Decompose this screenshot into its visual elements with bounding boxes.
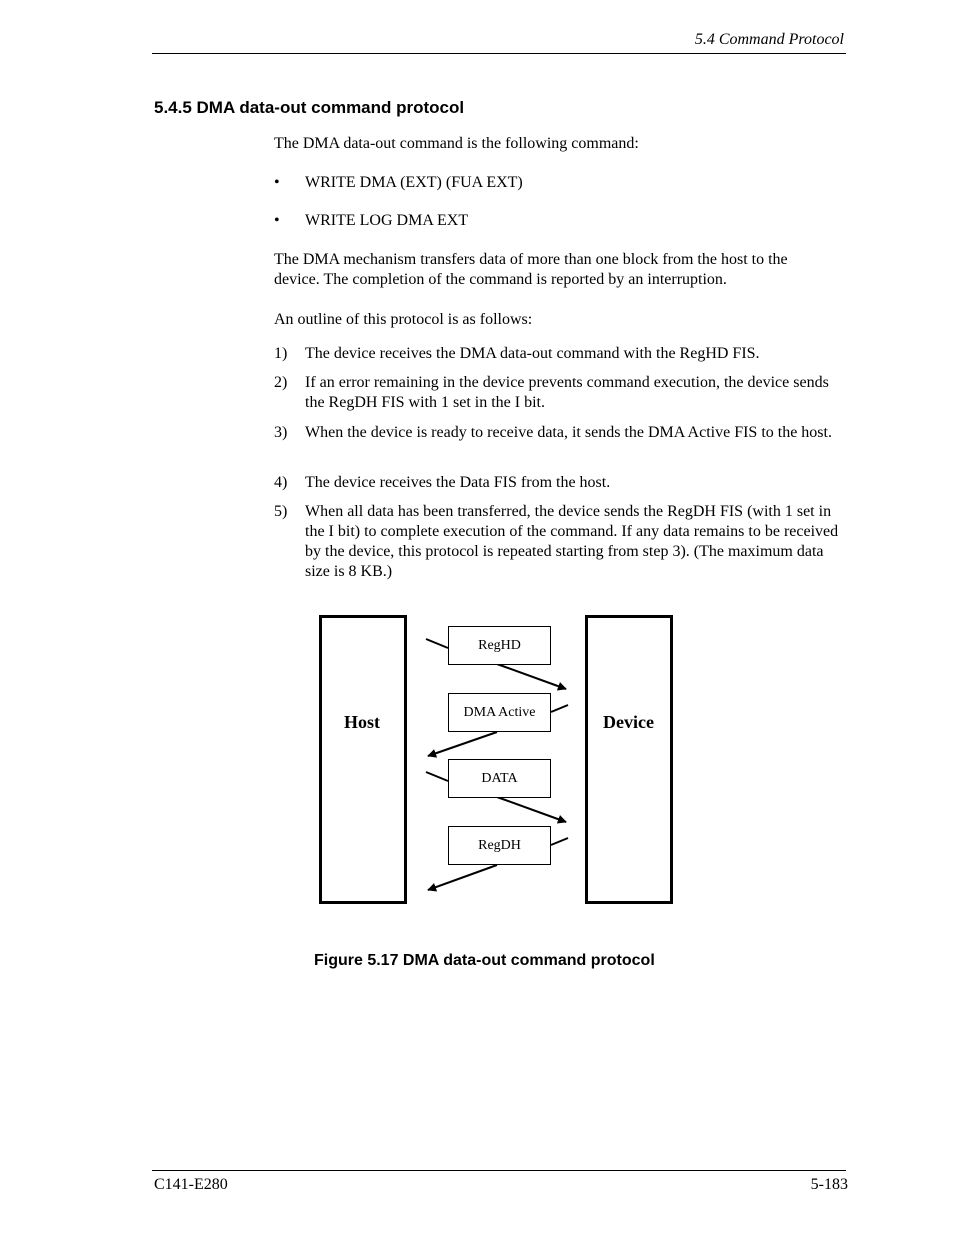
step-number: 4) (274, 474, 288, 491)
device-box (585, 615, 673, 904)
step-number: 1) (274, 345, 288, 362)
data-fis-box: DATA (448, 759, 551, 798)
data-arrow (497, 797, 566, 822)
host-label: Host (344, 712, 380, 732)
figure-caption: Figure 5.17 DMA data-out command protocol (314, 952, 655, 969)
dma-active-tick (551, 705, 568, 712)
step-text: When the device is ready to receive data, it sends the DMA Active FIS to the host. (305, 424, 832, 441)
step-text: When all data has been transferred, the device sends the RegDH FIS (with 1 set in the I bit) to complete execution of the command. If any data remains to be received by the device, this protocol is repeated starting from step 3). (The maximum data size is 8 KB.) (305, 503, 839, 580)
step-text: The device receives the DMA data-out command with the RegHD FIS. (305, 345, 760, 362)
reghd-fis-box: RegHD (448, 626, 551, 665)
intro-paragraph: The DMA data-out command is the following command: (274, 135, 639, 152)
step-number: 5) (274, 503, 288, 520)
step-text: If an error remaining in the device prevents command execution, the device sends the RegDH FIS with 1 set in the I bit. (305, 374, 829, 411)
reghd-arrow (497, 664, 566, 689)
host-box (319, 615, 407, 904)
running-header: 5.4 Command Protocol (694, 31, 844, 48)
section-heading: 5.4.5 DMA data-out command protocol (154, 98, 465, 117)
reghd-tick (426, 639, 448, 648)
regdh-fis-box: RegDH (448, 826, 551, 865)
outline-intro: An outline of this protocol is as follows: (274, 311, 533, 328)
data-tick (426, 772, 448, 781)
step-number: 3) (274, 424, 288, 441)
page-number: 5-183 (810, 1176, 848, 1193)
dma-active-fis-box: DMA Active (448, 693, 551, 732)
regdh-tick (551, 838, 568, 845)
regdh-arrow (428, 865, 497, 890)
command-name: WRITE DMA (EXT) (FUA EXT) (305, 174, 523, 191)
bullet-mark: • (274, 212, 280, 229)
document-id: C141-E280 (154, 1176, 228, 1193)
dma-active-arrow (428, 732, 497, 756)
description-paragraph: The DMA mechanism transfers data of more than one block from the host to the device. The completion of the command is reported by an interruption. (274, 251, 788, 288)
header-rule (152, 53, 846, 54)
step-text: The device receives the Data FIS from the host. (305, 474, 611, 491)
bullet-mark: • (274, 174, 280, 191)
command-name: WRITE LOG DMA EXT (305, 212, 469, 229)
step-number: 2) (274, 374, 288, 391)
footer-rule (152, 1170, 846, 1171)
device-label: Device (603, 712, 654, 732)
